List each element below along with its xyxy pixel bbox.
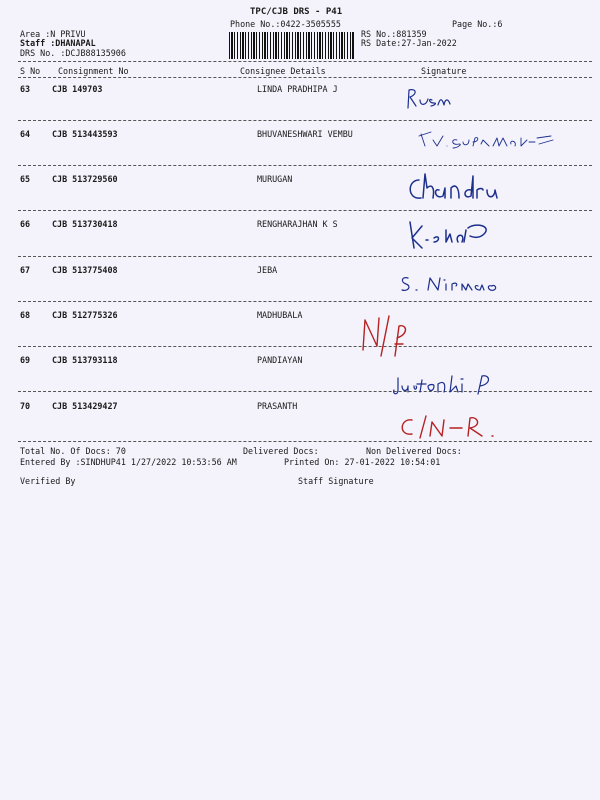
row-consignee: LINDA PRADHIPA J xyxy=(257,84,338,94)
row-divider xyxy=(18,346,592,347)
row-consignee: PANDIAYAN xyxy=(257,355,303,365)
row-sno: 67 xyxy=(20,265,31,275)
phone-number: Phone No.:0422-3505555 xyxy=(230,19,341,29)
document-title: TPC/CJB DRS - P41 xyxy=(250,7,343,17)
column-signature: Signature xyxy=(421,66,467,76)
row-divider xyxy=(18,391,592,392)
delivered-docs: Delivered Docs: xyxy=(243,446,319,456)
staff-label: Staff :DHANAPAL xyxy=(20,38,96,48)
row-consignee: JEBA xyxy=(257,265,278,275)
row-consignment: CJB 513793118 xyxy=(52,355,118,365)
divider xyxy=(18,61,592,62)
area-label: Area :N PRIVU xyxy=(20,29,86,39)
row-sno: 68 xyxy=(20,310,31,320)
row-consignee: RENGHARAJHAN K S xyxy=(257,219,338,229)
row-consignment: CJB 513730418 xyxy=(52,219,118,229)
row-consignee: BHUVANESHWARI VEMBU xyxy=(257,129,353,139)
signature-mark xyxy=(359,314,409,358)
barcode-image xyxy=(229,32,354,59)
row-consignment: CJB 513429427 xyxy=(52,401,118,411)
printed-on: Printed On: 27-01-2022 10:54:01 xyxy=(284,457,441,467)
row-consignment: CJB 512775326 xyxy=(52,310,118,320)
row-sno: 63 xyxy=(20,84,31,94)
column-consignee: Consignee Details xyxy=(240,66,326,76)
column-sno: S No xyxy=(20,66,41,76)
row-divider xyxy=(18,210,592,211)
page-number: Page No.:6 xyxy=(452,19,503,29)
signature-mark xyxy=(396,412,506,442)
row-consignment: CJB 513775408 xyxy=(52,265,118,275)
non-delivered-docs: Non Delivered Docs: xyxy=(366,446,462,456)
row-sno: 70 xyxy=(20,401,31,411)
rs-number: RS No.:881359 xyxy=(361,29,427,39)
column-consignment: Consignment No xyxy=(58,66,129,76)
drs-number: DRS No. :DCJB88135906 xyxy=(20,48,126,58)
verified-by-label: Verified By xyxy=(20,476,76,486)
signature-mark xyxy=(390,372,500,402)
signature-mark xyxy=(417,128,557,150)
row-sno: 64 xyxy=(20,129,31,139)
row-sno: 66 xyxy=(20,219,31,229)
row-sno: 69 xyxy=(20,355,31,365)
staff-signature-label: Staff Signature xyxy=(298,476,374,486)
signature-mark xyxy=(405,170,500,204)
rs-date: RS Date:27-Jan-2022 xyxy=(361,38,457,48)
row-divider xyxy=(18,120,592,121)
row-consignee: MURUGAN xyxy=(257,174,293,184)
row-divider xyxy=(18,301,592,302)
entered-by: Entered By :SINDHUP41 1/27/2022 10:53:56 AM xyxy=(20,457,237,467)
row-consignee: PRASANTH xyxy=(257,401,298,411)
signature-mark xyxy=(404,84,454,110)
row-consignment: CJB 513729560 xyxy=(52,174,118,184)
signature-mark xyxy=(398,270,508,294)
row-divider xyxy=(18,256,592,257)
divider xyxy=(18,77,592,78)
row-consignment: CJB 149703 xyxy=(52,84,103,94)
row-consignment: CJB 513443593 xyxy=(52,129,118,139)
row-divider xyxy=(18,165,592,166)
total-docs: Total No. Of Docs: 70 xyxy=(20,446,126,456)
row-sno: 65 xyxy=(20,174,31,184)
signature-mark xyxy=(406,216,496,250)
row-consignee: MADHUBALA xyxy=(257,310,303,320)
